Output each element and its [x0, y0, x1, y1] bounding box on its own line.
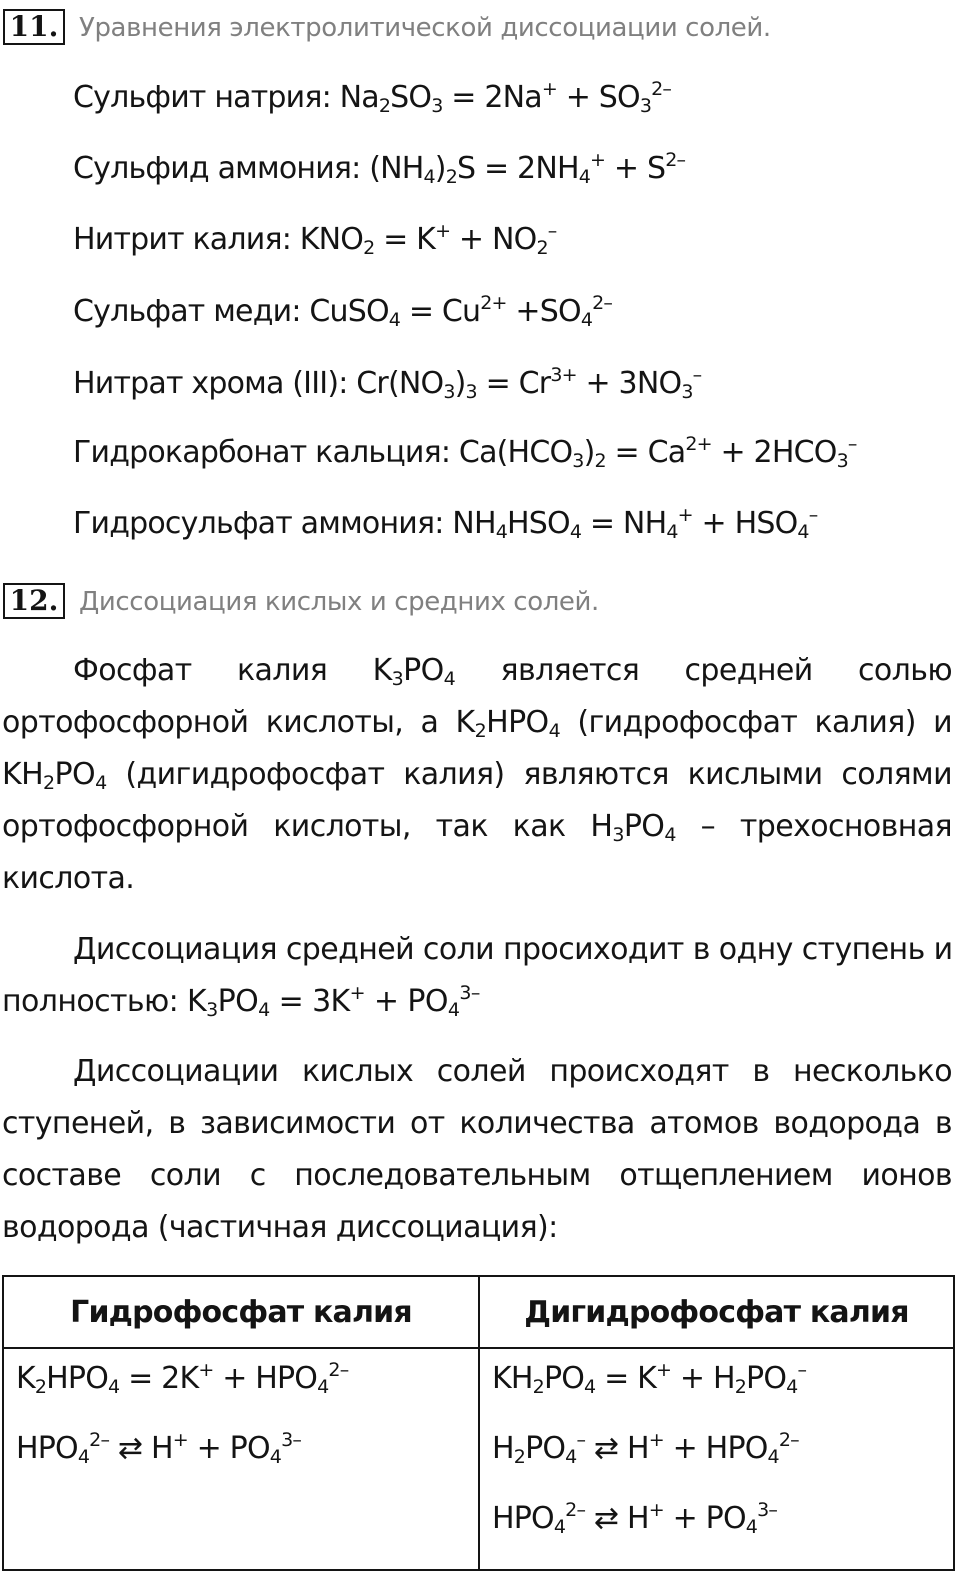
formula-text: PO [543, 1361, 585, 1396]
formula-text: является средней солью [455, 653, 952, 688]
formula-text: + H [671, 1361, 735, 1396]
formula-text: HSO [507, 506, 570, 541]
superscript: – [797, 1359, 807, 1381]
paragraph-line [2, 1098, 952, 1150]
subscript: 3 [206, 999, 218, 1021]
superscript: + [198, 1359, 214, 1381]
subscript: 3 [443, 381, 455, 403]
subscript: 4 [553, 1516, 566, 1538]
formula-text: HPO [16, 1431, 78, 1466]
superscript: 2– [778, 1429, 799, 1451]
superscript: 2– [651, 78, 672, 100]
formula-text: HPO [492, 1501, 554, 1536]
paragraph-line [2, 1150, 952, 1202]
formula-text: = 3K [269, 984, 350, 1019]
formula-text: Cr(NO [356, 366, 444, 401]
formula-text: + S [605, 151, 666, 186]
paragraph-line [2, 749, 952, 801]
formula-text: H [492, 1431, 514, 1466]
formula-text: KH [492, 1361, 533, 1396]
formula-text: PO [746, 1361, 787, 1396]
subscript: 2 [34, 1376, 47, 1398]
subscript: 4 [786, 1376, 798, 1398]
table-header-cell: Гидрофосфат калия [3, 1276, 479, 1348]
superscript: – [692, 364, 702, 386]
superscript: 2– [89, 1429, 110, 1451]
subscript: 2 [536, 237, 548, 259]
formula-text: PO [217, 984, 259, 1019]
formula-text: + HPO [663, 1431, 768, 1466]
subscript: 2 [445, 166, 457, 188]
formula-text: Диссоциация средней соли просиходит в одну ступень и [73, 932, 953, 967]
paragraph [2, 924, 952, 1028]
formula-text: + NO [450, 222, 537, 257]
formula-text: = Cu [400, 294, 481, 329]
formula-text: + 2HCO [711, 435, 837, 470]
formula-text: +SO [506, 294, 581, 329]
formula-text: кислота. [2, 861, 135, 896]
dissociation-equation [492, 1493, 953, 1563]
formula-text: S = 2NH [457, 151, 579, 186]
formula-text: ) [434, 151, 446, 186]
paragraph [2, 645, 952, 905]
subscript: 4 [258, 999, 270, 1021]
formula-text: = K [374, 222, 436, 257]
salt-name: Гидрокарбонат кальция: [73, 435, 459, 470]
superscript: + [590, 149, 606, 171]
superscript: – [576, 1429, 586, 1451]
superscript: + [656, 1359, 672, 1381]
subscript: 2 [734, 1376, 747, 1398]
table-header-cell: Дигидрофосфат калия [479, 1276, 954, 1348]
formula-text: + HPO [213, 1361, 318, 1396]
superscript: – [808, 504, 818, 526]
superscript: + [541, 78, 557, 100]
subscript: 2 [363, 237, 375, 259]
salt-name: Сульфат меди: [73, 294, 310, 329]
subscript: 2 [594, 450, 606, 472]
superscript: 2+ [480, 292, 507, 314]
formula-text: + PO [364, 984, 448, 1019]
formula-text: ) [583, 435, 595, 470]
subscript: 3 [639, 95, 652, 117]
formula-text: Диссоциации кислых солей происходят в несколько [73, 1054, 952, 1089]
formula-text: KNO [299, 222, 364, 257]
salt-name: Нитрат хрома (III): [73, 366, 357, 401]
subscript: 4 [584, 1376, 596, 1398]
formula-text: + SO [556, 80, 640, 115]
formula-text: PO [525, 1431, 566, 1466]
formula-text: NH [452, 506, 496, 541]
formula-text: HPO [486, 705, 549, 740]
formula-text: Na [339, 80, 379, 115]
subscript: 4 [495, 521, 507, 543]
formula-text: Ca(HCO [458, 435, 573, 470]
equation-line [73, 80, 671, 115]
formula-text: PO [623, 809, 665, 844]
subscript: 2 [378, 95, 391, 117]
salt-name: Сульфит натрия: [73, 80, 340, 115]
superscript: 3– [757, 1499, 778, 1521]
paragraph-line [2, 801, 952, 853]
formula-text: ⇄ H [109, 1431, 173, 1466]
table-cell [479, 1348, 954, 1570]
formula-text: + PO [187, 1431, 270, 1466]
task-title: Диссоциация кислых и средних солей. [79, 587, 599, 617]
subscript: 3 [391, 668, 404, 690]
formula-text: = Ca [605, 435, 686, 470]
paragraph-line [2, 645, 952, 697]
superscript: + [648, 1499, 664, 1521]
formula-text: PO [54, 757, 96, 792]
paragraph-line [2, 697, 952, 749]
salt-name: Гидросульфат аммония: [73, 506, 453, 541]
formula-text: + 3NO [576, 366, 682, 401]
subscript: 4 [797, 521, 809, 543]
formula-text: ⇄ H [585, 1501, 649, 1536]
paragraph-line [2, 1046, 952, 1098]
formula-text: = 2K [119, 1361, 199, 1396]
subscript: 3 [681, 381, 693, 403]
subscript: 3 [465, 381, 477, 403]
formula-text: полностью: K [2, 984, 207, 1019]
subscript: 2 [43, 772, 55, 794]
subscript: 4 [447, 999, 460, 1021]
paragraph-line [2, 853, 952, 905]
paragraph [2, 1046, 952, 1254]
formula-text: + PO [663, 1501, 746, 1536]
subscript: 2 [474, 720, 487, 742]
superscript: + [349, 982, 365, 1004]
subscript: 4 [388, 309, 401, 331]
dissociation-equation [492, 1353, 953, 1423]
subscript: 4 [443, 668, 456, 690]
superscript: – [547, 220, 557, 242]
formula-text: HPO [46, 1361, 109, 1396]
formula-text: Фосфат калия K [73, 653, 392, 688]
superscript: 3+ [550, 364, 577, 386]
formula-text: = NH [581, 506, 667, 541]
superscript: – [847, 433, 857, 455]
subscript: 4 [108, 1376, 120, 1398]
subscript: 4 [269, 1446, 282, 1468]
formula-text: K [16, 1361, 35, 1396]
superscript: 2– [328, 1359, 349, 1381]
subscript: 4 [767, 1446, 779, 1468]
formula-text: ступеней, в зависимости от количества атомов водорода в [2, 1106, 952, 1141]
superscript: + [677, 504, 693, 526]
superscript: 2– [665, 149, 686, 171]
superscript: 3– [459, 982, 480, 1004]
formula-text: + HSO [692, 506, 798, 541]
dissociation-equation [16, 1353, 478, 1423]
subscript: 4 [77, 1446, 90, 1468]
subscript: 3 [431, 95, 443, 117]
formula-text: PO [403, 653, 444, 688]
equation-line [73, 151, 685, 186]
task-number: 11. [3, 9, 65, 45]
superscript: 3– [281, 1429, 302, 1451]
formula-text: ортофосфорной кислоты, а K [2, 705, 475, 740]
task-title: Уравнения электролитической диссоциации солей. [79, 13, 771, 43]
equation-line [73, 294, 612, 329]
subscript: 4 [578, 166, 591, 188]
subscript: 4 [317, 1376, 329, 1398]
subscript: 4 [548, 720, 561, 742]
subscript: 4 [664, 824, 676, 846]
superscript: 2– [592, 292, 613, 314]
superscript: + [648, 1429, 664, 1451]
formula-text: составе соли с последовательным отщеплением ионов [2, 1158, 952, 1193]
paragraph-line [2, 924, 952, 976]
equation-line [73, 435, 857, 470]
subscript: 4 [569, 521, 582, 543]
subscript: 3 [836, 450, 848, 472]
formula-text: ) [454, 366, 466, 401]
dissociation-equation [492, 1423, 953, 1493]
superscript: 2+ [685, 433, 712, 455]
subscript: 4 [423, 166, 435, 188]
subscript: 4 [666, 521, 678, 543]
formula-text: CuSO [309, 294, 389, 329]
formula-text: ⇄ H [585, 1431, 649, 1466]
table-cell [3, 1348, 479, 1570]
equation-line [73, 506, 817, 541]
subscript: 4 [580, 309, 593, 331]
formula-text: – трехосновная [675, 809, 952, 844]
formula-text: = K [595, 1361, 657, 1396]
formula-text: = Cr [476, 366, 551, 401]
dissociation-equation [16, 1423, 478, 1493]
formula-text: SO [390, 80, 432, 115]
paragraph-line [2, 1202, 952, 1254]
formula-text: (дигидрофосфат калия) являются кислыми солями [106, 757, 952, 792]
formula-text: (гидрофосфат калия) и [560, 705, 952, 740]
subscript: 3 [612, 824, 624, 846]
subscript: 2 [513, 1446, 526, 1468]
subscript: 2 [532, 1376, 544, 1398]
salt-name: Нитрит калия: [73, 222, 300, 257]
formula-text: KH [2, 757, 44, 792]
formula-text: ортофосфорной кислоты, так как H [2, 809, 613, 844]
subscript: 4 [745, 1516, 758, 1538]
formula-text: = 2Na [442, 80, 542, 115]
equation-line [73, 366, 701, 401]
formula-text: водорода (частичная диссоциация): [2, 1210, 558, 1245]
superscript: 2– [565, 1499, 586, 1521]
subscript: 4 [565, 1446, 577, 1468]
superscript: + [435, 220, 451, 242]
subscript: 3 [572, 450, 584, 472]
salt-name: Сульфид аммония: [73, 151, 370, 186]
dissociation-table [2, 1275, 955, 1571]
paragraph-line [2, 976, 952, 1028]
subscript: 4 [95, 772, 107, 794]
task-number: 12. [3, 583, 65, 619]
formula-text: (NH [369, 151, 424, 186]
superscript: + [172, 1429, 188, 1451]
equation-line [73, 222, 556, 257]
